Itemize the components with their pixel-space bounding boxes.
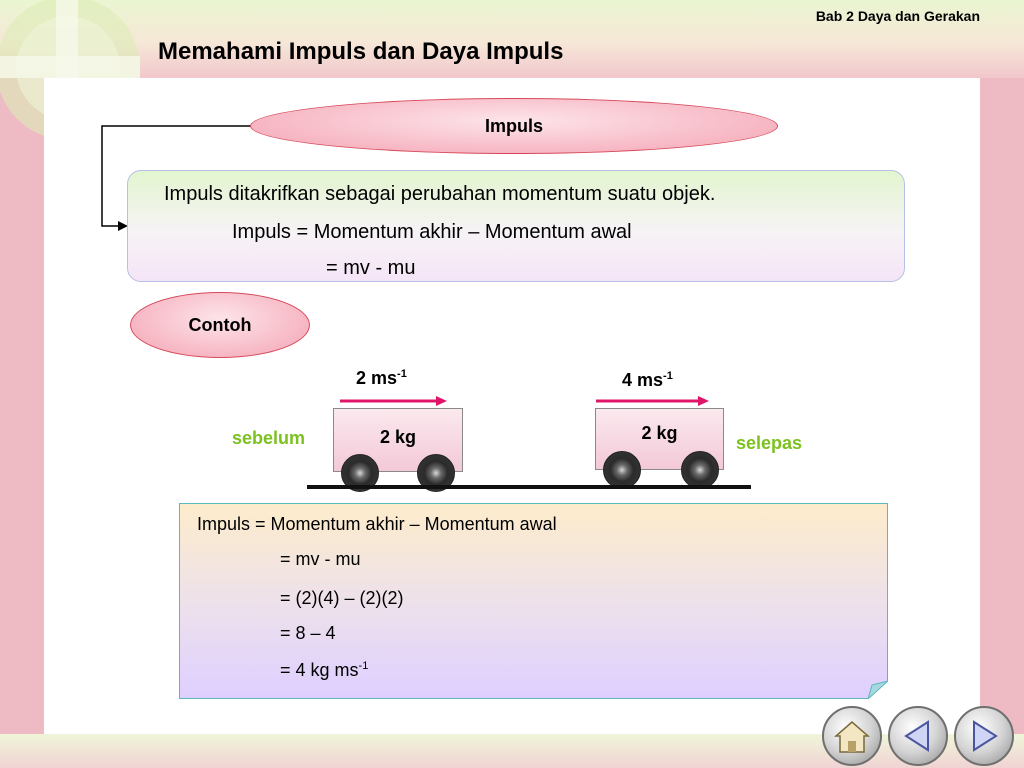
calc-line-5-exp: -1 <box>358 660 369 672</box>
prev-button[interactable] <box>888 706 948 766</box>
calc-line-5-value: = 4 kg ms <box>280 660 359 680</box>
before-label: sebelum <box>232 428 306 448</box>
calc-line-2: = mv - mu <box>280 549 361 569</box>
triangle-right-icon <box>956 708 1012 764</box>
cart-after-mass: 2 kg <box>641 423 678 443</box>
cart-before-mass: 2 kg <box>379 427 417 447</box>
definition-text: Impuls ditakrifkan sebagai perubahan momentum suatu objek. <box>164 183 716 205</box>
calc-line-3: = (2)(4) – (2)(2) <box>280 588 404 608</box>
home-button[interactable] <box>822 706 882 766</box>
home-icon <box>824 708 880 764</box>
calc-line-4: = 8 – 4 <box>280 623 336 643</box>
after-label: selepas <box>736 433 803 453</box>
triangle-left-icon <box>890 708 946 764</box>
speed-before-value: 2 ms <box>356 368 398 388</box>
page-title: Memahami Impuls dan Daya Impuls <box>158 38 564 65</box>
contoh-label: Contoh <box>188 314 252 335</box>
speed-before-exp: -1 <box>397 368 407 380</box>
ground-line <box>307 485 751 489</box>
calc-line-1: Impuls = Momentum akhir – Momentum awal <box>197 514 557 534</box>
definition-formula: Impuls = Momentum akhir – Momentum awal <box>232 221 632 243</box>
speed-after-exp: -1 <box>663 370 673 382</box>
page-curl-icon <box>868 681 888 699</box>
calc-line-5 <box>280 660 368 681</box>
wheel-icon <box>603 451 641 489</box>
impuls-oval-label: Impuls <box>484 115 543 136</box>
wheel-icon <box>681 451 719 489</box>
chapter-label: Bab 2 Daya dan Gerakan <box>815 8 980 24</box>
calculation-box <box>179 503 888 699</box>
definition-formula-mv: = mv - mu <box>326 257 416 279</box>
speed-after-value: 4 ms <box>622 370 664 390</box>
next-button[interactable] <box>954 706 1014 766</box>
